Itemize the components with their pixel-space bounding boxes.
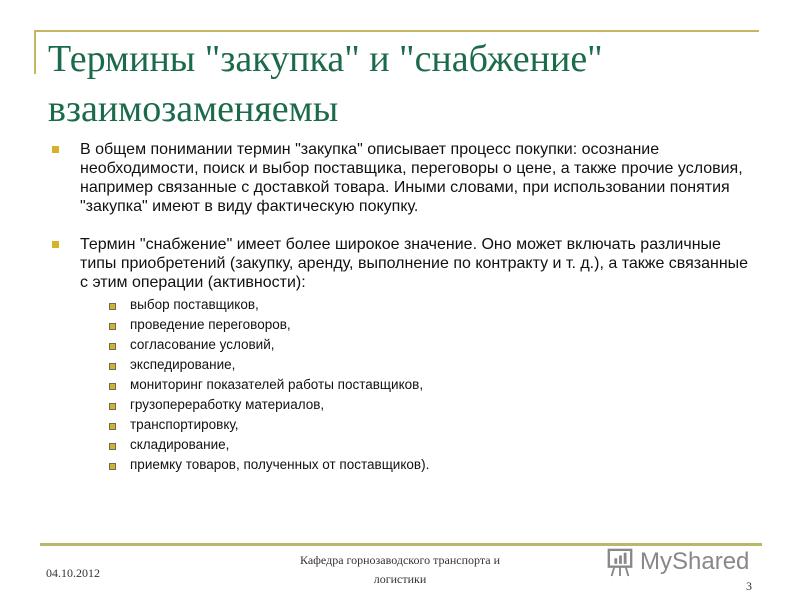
bullet-item	[52, 235, 752, 475]
hollow-square-bullet-icon	[109, 443, 116, 450]
sub-bullet-text: складирование,	[130, 437, 230, 452]
sub-bullet-item	[80, 375, 752, 395]
hollow-square-bullet-icon	[109, 303, 116, 310]
sub-bullet-text: согласование условий,	[130, 337, 275, 352]
bullet-square-icon	[52, 146, 59, 153]
sub-bullet-text: экспедирование,	[130, 357, 236, 372]
hollow-square-bullet-icon	[109, 403, 116, 410]
sub-bullet-text: транспортировку,	[130, 417, 239, 432]
watermark-text: MyShared	[640, 548, 750, 575]
sub-bullet-item	[80, 335, 752, 355]
hollow-square-bullet-icon	[109, 363, 116, 370]
sub-bullet-text: грузопереработку материалов,	[130, 397, 325, 412]
sub-bullet-text: приемку товаров, полученных от поставщиков).	[130, 457, 430, 472]
bullet-square-icon	[52, 241, 59, 248]
title-rule	[34, 30, 759, 32]
slide-title: Термины "закупка" и "снабжение" взаимозаменяемы	[48, 38, 603, 130]
hollow-square-bullet-icon	[109, 323, 116, 330]
sub-bullet-item	[80, 415, 752, 435]
sub-bullet-item	[80, 355, 752, 375]
presentation-board-icon	[606, 547, 634, 577]
sub-bullet-text: выбор поставщиков,	[130, 297, 259, 312]
sub-bullet-item	[80, 295, 752, 315]
hollow-square-bullet-icon	[109, 383, 116, 390]
sub-bullet-text: проведение переговоров,	[130, 317, 291, 332]
title-rule-vertical	[34, 30, 36, 74]
page-number: 3	[746, 579, 752, 593]
watermark-logo	[606, 547, 749, 577]
footer-rule	[40, 543, 762, 546]
sub-bullet-item	[80, 435, 752, 455]
slide-body	[52, 140, 752, 494]
hollow-square-bullet-icon	[109, 423, 116, 430]
sub-bullet-item	[80, 395, 752, 415]
bullet-item	[52, 140, 752, 216]
hollow-square-bullet-icon	[109, 343, 116, 350]
hollow-square-bullet-icon	[109, 463, 116, 470]
bullet-text: В общем понимании термин "закупка" описывает процесс покупки: осознание необходимости, поиск и выбор поставщика, переговоры о цене, а также прочие условия, например связанные с доставкой товара. Иными словами, при использовании понятия "закупка" имеют в виду фактическую покупку.	[80, 141, 743, 215]
sub-bullet-item	[80, 455, 752, 475]
bullet-text: Термин "снабжение" имеет более широкое значение. Оно может включать различные типы приобретений (закупку, аренду, выполнение по контракту и т. д.), а также связанные с этим операции (активности):	[80, 236, 749, 291]
sub-bullet-text: мониторинг показателей работы поставщиков,	[130, 377, 424, 392]
sub-bullet-list	[80, 295, 752, 475]
footer-center-text: Кафедра горнозаводского транспорта и логистики	[299, 553, 501, 586]
sub-bullet-item	[80, 315, 752, 335]
footer-date: 04.10.2012	[46, 566, 100, 580]
